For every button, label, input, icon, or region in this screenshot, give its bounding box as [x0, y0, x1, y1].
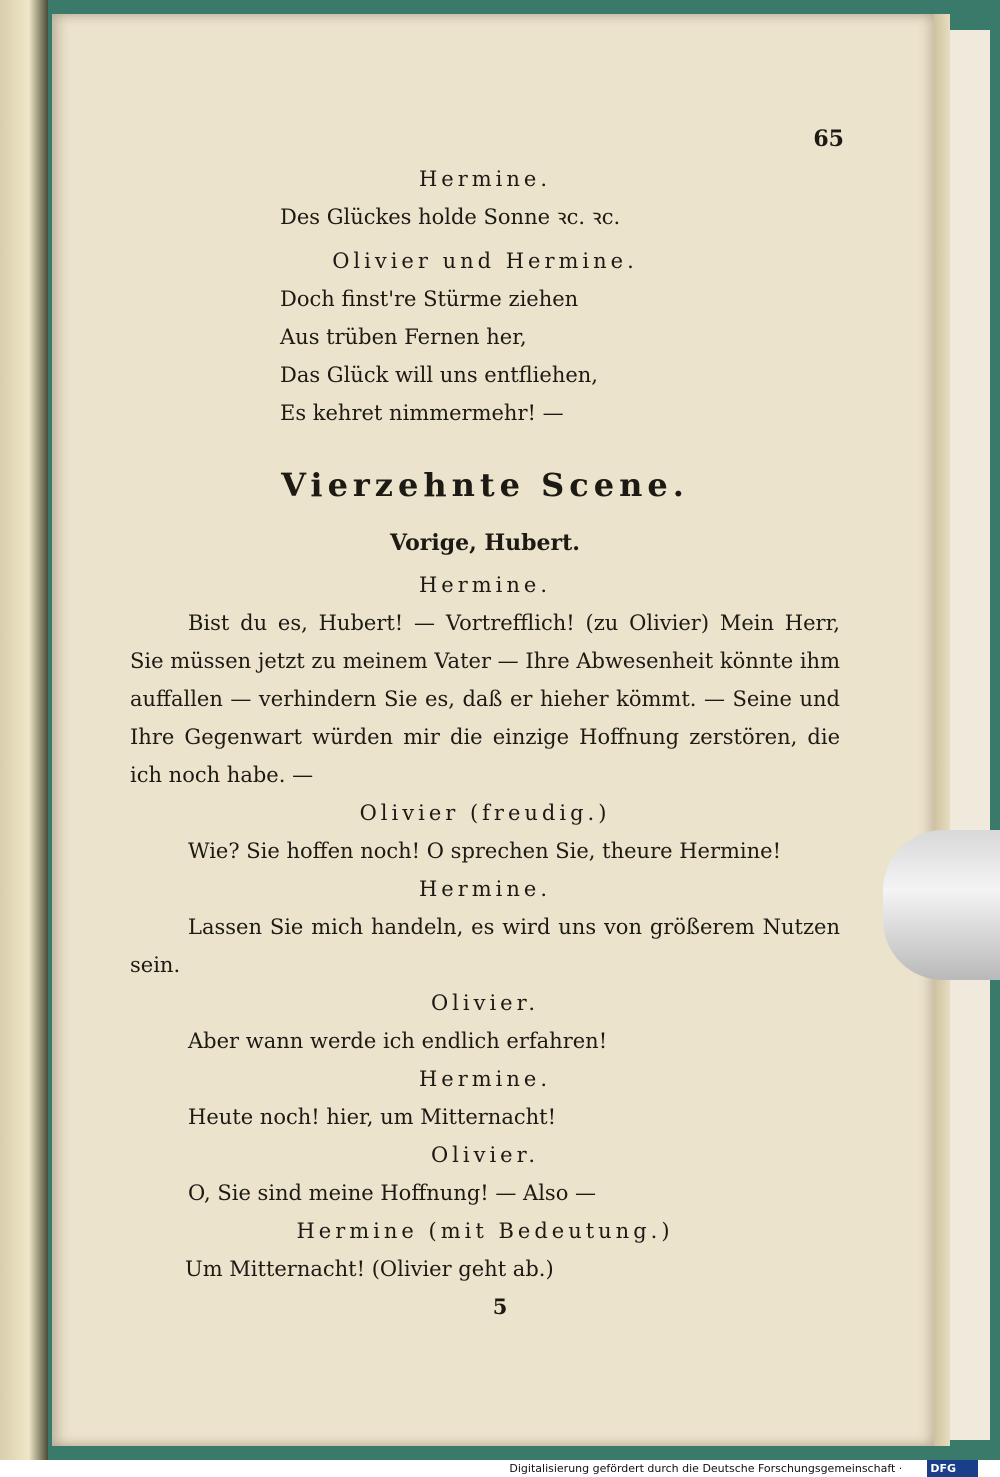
speaker-name: Olivier. — [430, 1143, 540, 1167]
song-line: Aus trüben Fernen her, — [280, 325, 527, 349]
signature-mark: 5 — [492, 1294, 508, 1319]
dialogue-text: Lassen Sie mich handeln, es wird uns von größerem Nutzen sein. — [130, 915, 840, 977]
dialogue-text: Wie? Sie hoffen noch! O sprechen Sie, theure Hermine! — [188, 839, 782, 863]
speaker-name: Hermine. — [418, 167, 552, 191]
dialogue-text: Bist du es, Hubert! — Vortrefflich! (zu Olivier) Mein Herr, Sie müssen jetzt zu meinem Vater — Ihre Abwesenheit könnte ihm auffallen — verhindern Sie es, daß er hieher kömmt. — Seine und Ihre Gegenwart würden mir die einzige Hoffnung zerstören, die ich noch habe. — — [130, 611, 840, 787]
song-line: Das Glück will uns entfliehen, — [280, 363, 598, 387]
scene-title: Vierzehnte Scene. — [281, 466, 689, 504]
page-edge-right — [934, 14, 950, 1446]
speaker-name: Olivier. — [430, 991, 540, 1015]
left-page-edge — [0, 0, 48, 1460]
song-line: Des Glückes holde Sonne ꝛc. ꝛc. — [280, 205, 621, 229]
dialogue-text: Aber wann werde ich endlich erfahren! — [188, 1029, 608, 1053]
page-holder-clip — [883, 830, 1000, 980]
speaker-name: Hermine (mit Bedeutung.) — [296, 1219, 674, 1243]
song-line: Doch finst're Stürme ziehen — [280, 287, 579, 311]
speaker-name: Hermine. — [418, 877, 552, 901]
dialogue-text: Heute noch! hier, um Mitternacht! — [188, 1105, 557, 1129]
footer-text: Digitalisierung gefördert durch die Deutsche Forschungsgemeinschaft · — [509, 1462, 903, 1475]
back-cover-strip — [950, 30, 990, 1440]
page-number: 65 — [813, 126, 844, 152]
song-line: Es kehret nimmermehr! — — [280, 401, 564, 425]
digitization-footer — [0, 1460, 1000, 1477]
speaker-name: Hermine. — [418, 1067, 552, 1091]
page-text — [130, 160, 840, 1326]
dialogue-text: Um Mitternacht! (Olivier geht ab.) — [185, 1257, 554, 1281]
dialogue-text: O, Sie sind meine Hoffnung! — Also — — [188, 1181, 597, 1205]
cast-list: Vorige, Hubert. — [390, 530, 580, 556]
speaker-name: Olivier und Hermine. — [332, 249, 638, 273]
speaker-name: Hermine. — [418, 573, 552, 597]
speaker-name: Olivier (freudig.) — [359, 801, 611, 825]
dfg-logo-icon: DFG — [927, 1460, 978, 1477]
